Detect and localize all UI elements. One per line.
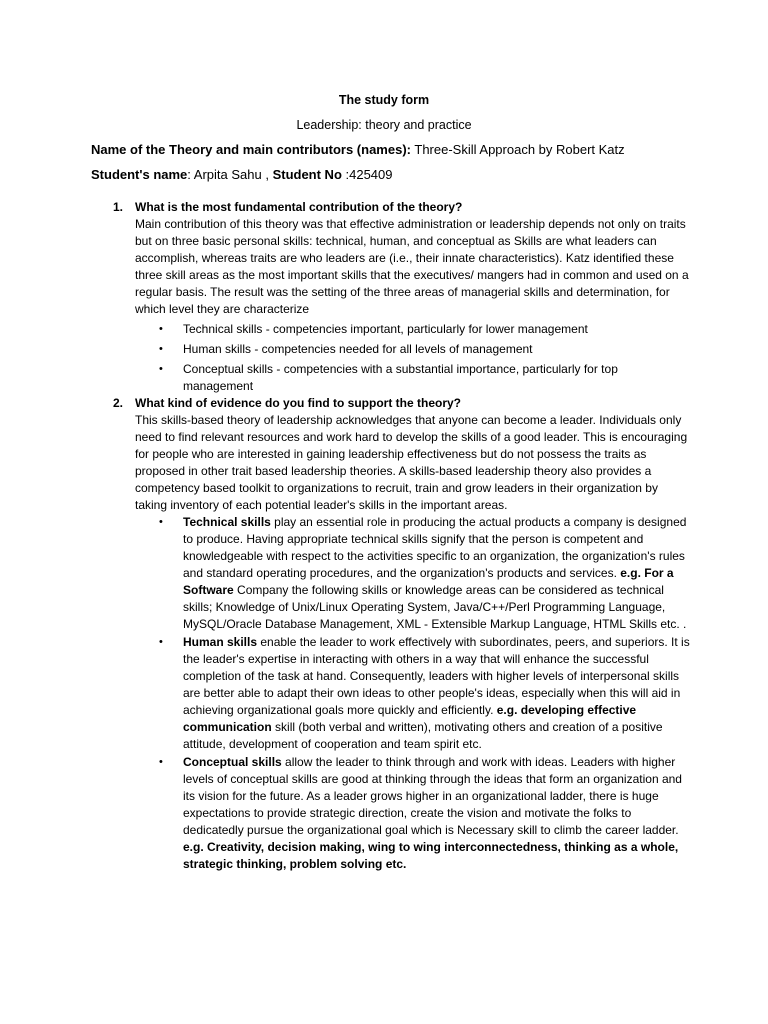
list-item-text: Human skills - competencies needed for all levels of management bbox=[183, 342, 533, 356]
theory-line bbox=[91, 142, 625, 157]
question-1 bbox=[91, 199, 691, 395]
question-answer: This skills-based theory of leadership acknowledges that anyone can become a leader. Individuals only need to find relevant resources and work hard to develop the skills of a good leader. This is encouraging for people who are interested in gaining leadership effectiveness but do not possess the traits as proposed in other trait based leadership theories. A skills-based leadership theory also provides a competency based toolkit to organizations to recruit, train and grow leaders in their organization by taking inventory of each potential leader's skills in the important areas. bbox=[135, 413, 688, 512]
item-text: Company the following skills or knowledge areas can be considered as technical skills; Knowledge of Unix/Linux Operating System, Java/C++/Perl Programming Language, MySQL/Oracle Database Management, XML - Extensible Markup Language, HTML Skills etc. . bbox=[183, 583, 687, 631]
item-text: allow the leader to think through and work with ideas. Leaders with higher levels of conceptual skills are good at thinking through the ideas that form an organization and its vision for the future. As a leader grows higher in an organizational ladder, there is huge expectations to provide strategic direction, create the vision and motivate the folks to dedicatedly pursue the organizational goal which is Necessary skill to climb the career ladder. bbox=[183, 755, 682, 837]
question-2 bbox=[91, 395, 691, 873]
theory-value: Three-Skill Approach by Robert Katz bbox=[411, 142, 625, 157]
bold-lead: Technical skills bbox=[183, 515, 271, 529]
question-body bbox=[135, 199, 691, 395]
list-item bbox=[135, 754, 691, 873]
bullet-icon: • bbox=[159, 636, 163, 648]
question-title: What is the most fundamental contribution of the theory? bbox=[135, 200, 463, 214]
document-title: The study form bbox=[338, 93, 430, 107]
student-no-label: Student No bbox=[272, 167, 342, 182]
bold-example: e.g. Creativity, decision making, wing to wing interconnectedness, thinking as a whole, strategic thinking, problem solving etc. bbox=[183, 840, 679, 871]
list-item-text: Conceptual skills - competencies with a substantial importance, particularly for top management bbox=[183, 362, 618, 393]
question-answer: Main contribution of this theory was that effective administration or leadership depends not only on traits but on three basic personal skills: technical, human, and conceptual as Skills are what leaders can accomplish, whereas traits are who leaders are (i.e., their innate characteristics). Katz identified these three skill areas as the most important skills that the executives/ mangers had in common and used on a regular basis. The result was the setting of the three areas of managerial skills and determination, for which level they are characterize bbox=[135, 217, 689, 316]
document-subtitle: Leadership: theory and practice bbox=[296, 118, 472, 132]
question-title: What kind of evidence do you find to support the theory? bbox=[135, 396, 461, 410]
theory-label: Name of the Theory and main contributors (names): bbox=[91, 142, 411, 157]
student-no-value: :425409 bbox=[341, 167, 393, 182]
student-name-label: Student's name bbox=[91, 167, 188, 182]
question-number: 2. bbox=[113, 396, 124, 410]
bold-lead: Human skills bbox=[183, 635, 258, 649]
list-item bbox=[135, 634, 691, 753]
list-item bbox=[135, 341, 691, 358]
list-item bbox=[135, 361, 691, 395]
student-line bbox=[91, 167, 393, 182]
bold-example: e.g. For a Software bbox=[183, 566, 674, 597]
bold-example: e.g. developing effective communication bbox=[183, 703, 637, 734]
item-text: play an essential role in producing the actual products a company is designed to produce. Having appropriate technical skills signify that the person is competent and knowledgeable with respect to the activities specific to an organization, the organization's rules and standard operating procedures, and the organization's products and services. bbox=[183, 515, 687, 580]
bullet-icon: • bbox=[159, 516, 163, 528]
list-item-text bbox=[183, 514, 691, 633]
question-number: 1. bbox=[113, 200, 124, 214]
bullet-icon: • bbox=[159, 323, 163, 335]
bullet-icon: • bbox=[159, 343, 163, 355]
item-text: skill (both verbal and written), motivating others and creation of a positive attitude, development of cooperation and team spirit etc. bbox=[183, 720, 663, 751]
student-name-value: : Arpita Sahu , bbox=[187, 167, 273, 182]
bullet-icon: • bbox=[159, 756, 163, 768]
bold-lead: Conceptual skills bbox=[183, 755, 282, 769]
list-item-text bbox=[183, 754, 691, 873]
question-body bbox=[135, 395, 691, 873]
list-item-text: Technical skills - competencies important, particularly for lower management bbox=[183, 322, 588, 336]
list-item bbox=[135, 321, 691, 338]
list-item bbox=[135, 514, 691, 633]
bullet-list bbox=[135, 321, 691, 395]
bullet-list bbox=[135, 514, 691, 873]
questions-section bbox=[91, 199, 691, 873]
bullet-icon: • bbox=[159, 363, 163, 375]
item-text: enable the leader to work effectively with subordinates, peers, and superiors. It is the leader's expertise in interacting with others in a way that will enhance the successful completion of the task at hand. Consequently, leaders with higher levels of interpersonal skills are better able to adapt their own ideas to other people's ideas, especially when this will aid in achieving organizational goals more quickly and efficiently. bbox=[183, 635, 690, 717]
list-item-text bbox=[183, 634, 691, 753]
